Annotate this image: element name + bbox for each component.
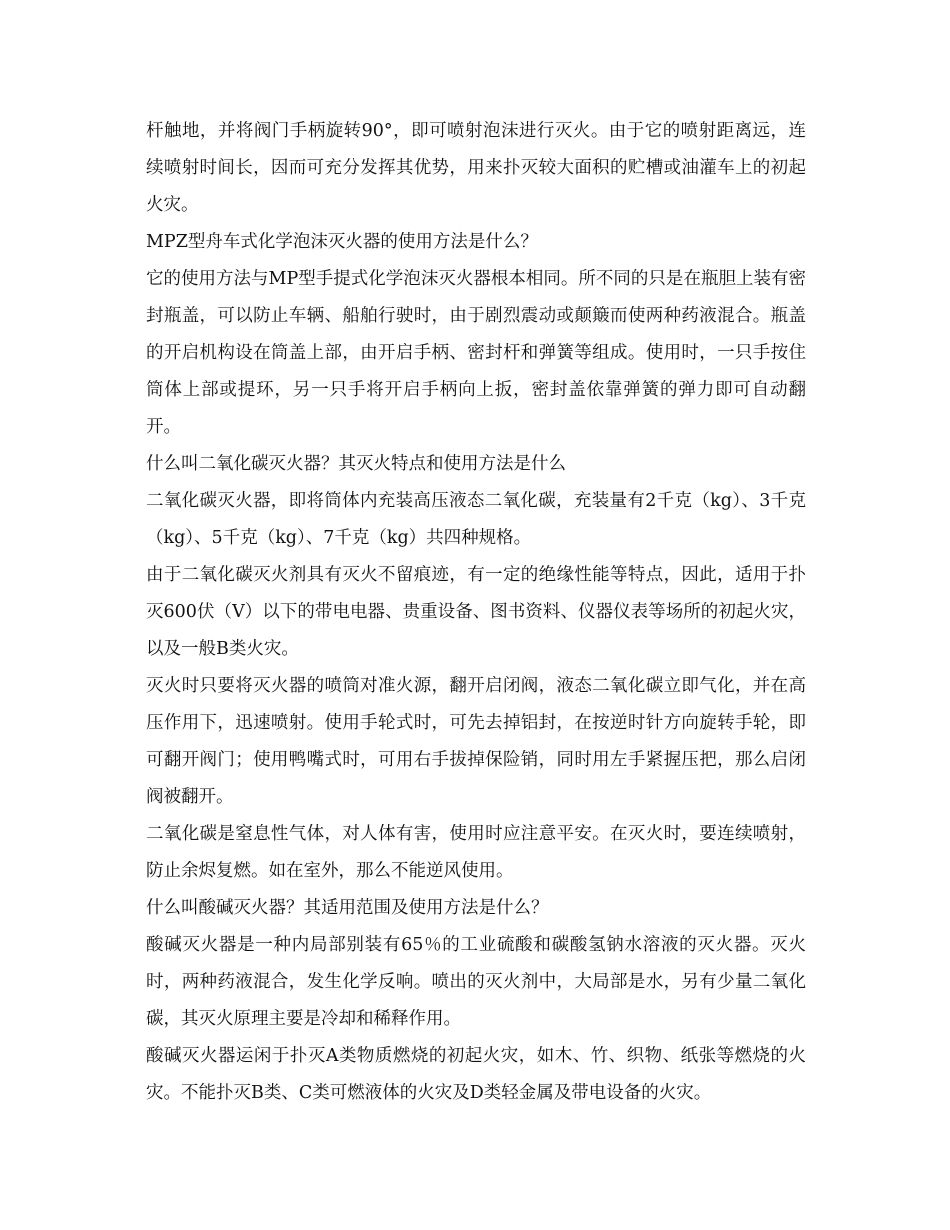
question-heading-mpz: MPZ型舟车式化学泡沫灭火器的使用方法是什么？ — [146, 232, 538, 252]
paragraph-acid-alkali-scope: 酸碱灭火器运闲于扑灭A类物质燃烧的初起火灾，如木、竹、织物、纸张等燃烧的火灾。不能扑灭B类、C类可燃液体的火灾及D类轻金属及带电设备的火灾。 — [146, 1046, 806, 1103]
question-heading-acid-alkali: 什么叫酸碱灭火器？其适用范围及使用方法是什么？ — [146, 898, 549, 918]
paragraph-acid-alkali-definition: 酸碱灭火器是一种内局部别装有65％的工业硫酸和碳酸氢钠水溶液的灭火器。灭火时，两种药液混合，发生化学反响。喷出的灭火剂中，大局部是水，另有少量二氧化碳，其灭火原理主要是冷却和稀释作用。 — [146, 935, 806, 1029]
paragraph-co2-applications: 由于二氧化碳灭火剂具有灭火不留痕迹，有一定的绝缘性能等特点，因此，适用于扑灭600伏（V）以下的带电电器、贵重设备、图书资料、仪器仪表等场所的初起火灾，以及一般B类火灾。 — [146, 565, 806, 659]
paragraph-foam-extinguisher-continuation: 杆触地，并将阀门手柄旋转90°，即可喷射泡沫进行灭火。由于它的喷射距离远，连续喷射时间长，因而可充分发挥其优势，用来扑灭较大面积的贮槽或油灌车上的初起火灾。 — [146, 121, 806, 215]
paragraph-co2-safety: 二氧化碳是窒息性气体，对人体有害，使用时应注意平安。在灭火时，要连续喷射，防止余烬复燃。如在室外，那么不能逆风使用。 — [146, 824, 806, 881]
paragraph-co2-definition: 二氧化碳灭火器，即将筒体内充装高压液态二氧化碳，充装量有2千克（kg）、3千克（kg）、5千克（kg）、7千克（kg）共四种规格。 — [146, 491, 806, 548]
question-heading-co2: 什么叫二氧化碳灭火器？其灭火特点和使用方法是什么 — [146, 454, 566, 474]
document-body — [146, 113, 806, 1112]
paragraph-co2-operation: 灭火时只要将灭火器的喷筒对准火源，翻开启闭阀，液态二氧化碳立即气化，并在高压作用下，迅速喷射。使用手轮式时，可先去掉铝封，在按逆时针方向旋转手轮，即可翻开阀门；使用鸭嘴式时，可用右手拔掉保险销，同时用左手紧握压把，那么启闭阀被翻开。 — [146, 676, 806, 807]
paragraph-mpz-usage: 它的使用方法与MP型手提式化学泡沫灭火器根本相同。所不同的只是在瓶胆上装有密封瓶盖，可以防止车辆、船舶行驶时，由于剧烈震动或颠簸而使两种药液混合。瓶盖的开启机构设在筒盖上部，由开启手柄、密封杆和弹簧等组成。使用时，一只手按住筒体上部或提环，另一只手将开启手柄向上扳，密封盖依靠弹簧的弹力即可自动翻开。 — [146, 269, 806, 437]
